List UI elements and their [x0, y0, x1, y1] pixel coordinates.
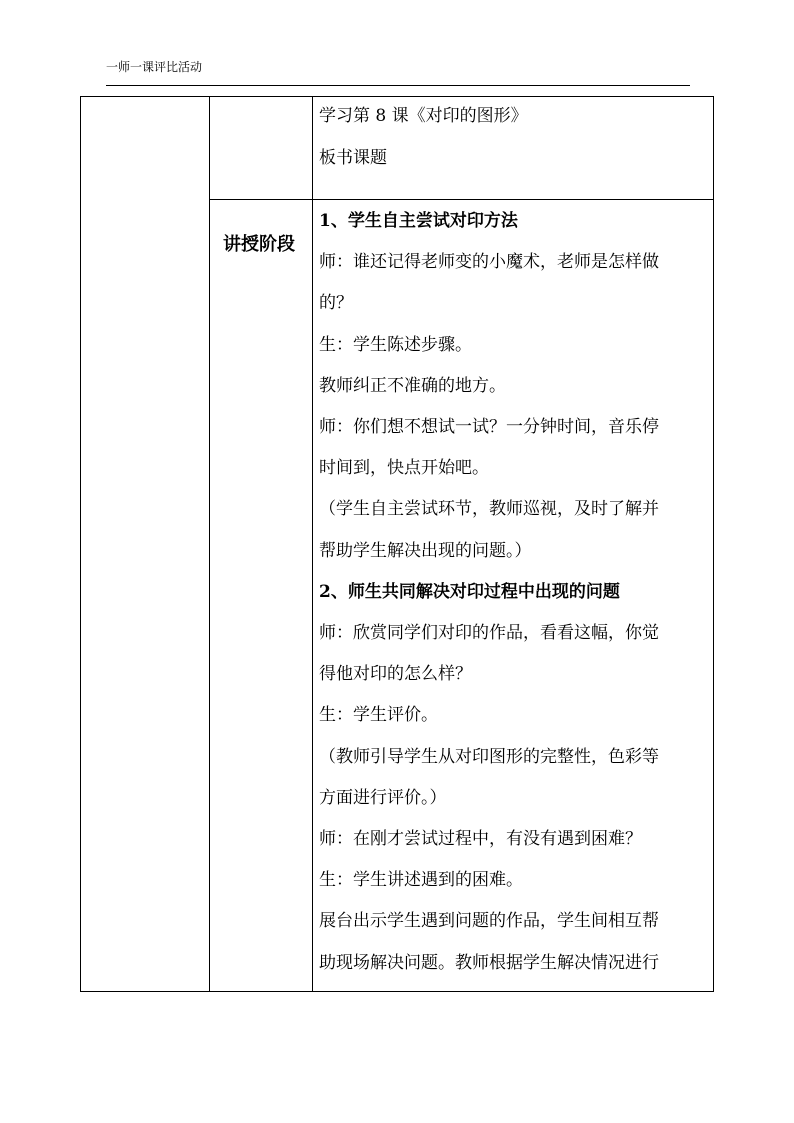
body-line: 时间到，快点开始吧。: [319, 458, 489, 478]
body-line: 的？: [319, 293, 353, 313]
header-divider: [106, 85, 690, 86]
top-cell-line: 板书课题: [319, 148, 387, 168]
body-line: （教师引导学生从对印图形的完整性，色彩等: [319, 747, 659, 767]
header-title: 一师一课评比活动: [106, 60, 203, 74]
body-line: 展台出示学生遇到问题的作品，学生间相互帮: [319, 911, 659, 931]
section-heading: 2、师生共同解决对印过程中出现的问题: [319, 582, 620, 602]
body-line: 师：欣赏同学们对印的作品，看看这幅，你觉: [319, 623, 659, 643]
table-column-divider-2: [312, 96, 313, 992]
table-row-divider: [209, 199, 714, 200]
body-line: （学生自主尝试环节，教师巡视，及时了解并: [319, 499, 659, 519]
table-border-right: [713, 96, 714, 992]
body-line: 方面进行评价。）: [319, 788, 447, 808]
body-line: 师：谁还记得老师变的小魔术，老师是怎样做: [319, 252, 659, 272]
body-line: 帮助学生解决出现的问题。）: [319, 541, 532, 561]
table-column-divider-1: [209, 96, 210, 992]
stage-label: 讲授阶段: [223, 234, 295, 255]
section-heading: 1、学生自主尝试对印方法: [319, 211, 518, 231]
body-line: 师：在刚才尝试过程中，有没有遇到困难？: [319, 829, 642, 849]
body-line: 师：你们想不想试一试？一分钟时间，音乐停: [319, 417, 659, 437]
body-line: 助现场解决问题。教师根据学生解决情况进行: [319, 953, 659, 973]
body-line: 教师纠正不准确的地方。: [319, 376, 506, 396]
table-border-bottom: [80, 991, 714, 992]
top-cell-line: 学习第 8 课《对印的图形》: [319, 106, 528, 126]
body-line: 生：学生陈述步骤。: [319, 335, 472, 355]
body-line: 生：学生讲述遇到的困难。: [319, 870, 523, 890]
table-border-top: [80, 96, 714, 97]
table-border-left: [80, 96, 81, 992]
body-line: 生：学生评价。: [319, 705, 438, 725]
body-line: 得他对印的怎么样？: [319, 664, 472, 684]
